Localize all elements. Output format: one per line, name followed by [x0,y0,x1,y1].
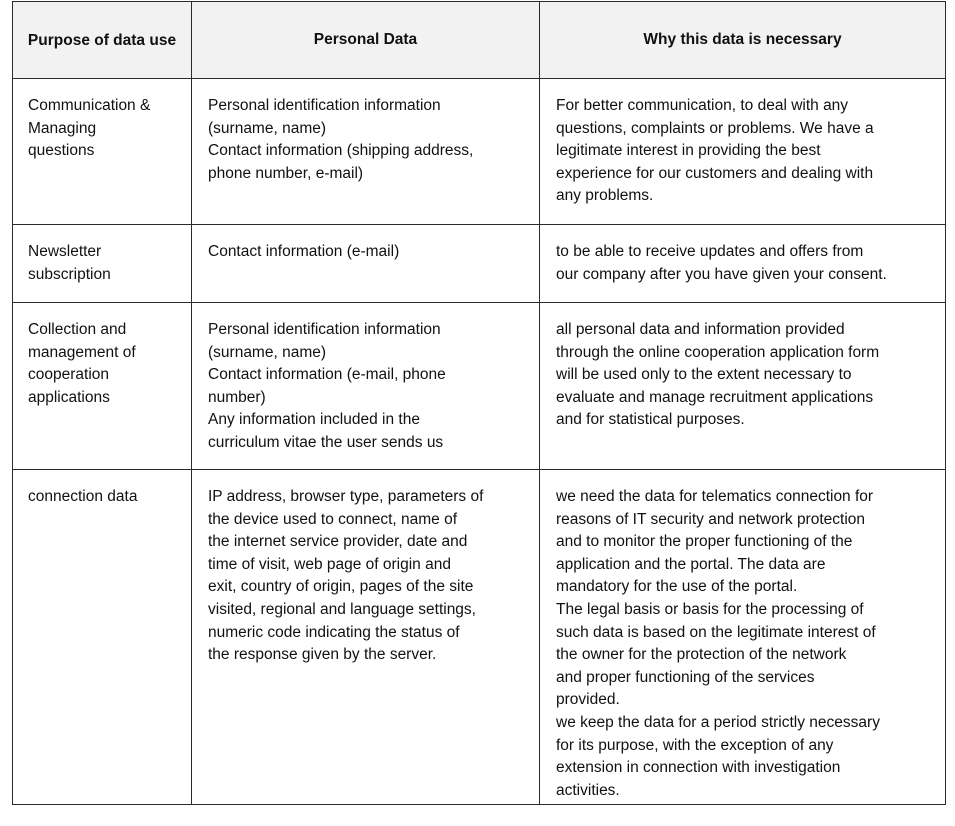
cell-text-line: Collection and [28,321,127,338]
cell-text-line: (surname, name) [208,119,327,137]
cell-text-line: number) [208,388,266,406]
cell-text-line: IP address, browser type, parameters of [208,488,484,505]
data-use-table [12,1,946,805]
cell-text-line: the response given by the server. [208,646,437,664]
cell-text-line: provided. [556,691,620,709]
cell-text-line: Personal identification information [208,97,441,114]
cell-text-line: and proper functioning of the services [556,668,815,686]
header-personal-data: Personal Data [192,2,540,79]
cell-text-line: experience for our customers and dealing with [556,164,874,182]
cell-purpose [13,303,192,470]
cell-text-line: phone number, e-mail) [208,164,364,182]
cell-text-line: time of visit, web page of origin and [208,555,451,573]
cell-personal-data [192,225,540,303]
cell-text-line: Contact information (shipping address, [208,142,474,160]
cell-text-line: For better communication, to deal with any [556,97,849,114]
table-row [13,79,946,225]
cell-text-line: for its purpose, with the exception of any [556,736,834,754]
cell-text-line: through the online cooperation application form [556,343,880,361]
cell-text-line: numeric code indicating the status of [208,623,460,641]
cell-text-line: and for statistical purposes. [556,411,745,429]
cell-text-line: the internet service provider, date and [208,533,468,551]
cell-text-line: evaluate and manage recruitment applications [556,388,874,406]
cell-personal-data [192,303,540,470]
cell-purpose [13,79,192,225]
cell-text-line: the owner for the protection of the network [556,646,847,664]
cell-text-line: questions, complaints or problems. We have a [556,119,874,137]
cell-text-line: curriculum vitae the user sends us [208,433,444,451]
cell-text-line: cooperation [28,366,110,384]
header-why-necessary: Why this data is necessary [540,2,946,79]
cell-text-line: we keep the data for a period strictly necessary [556,713,880,731]
cell-text-line: we need the data for telematics connection for [556,488,874,505]
cell-why-necessary [540,79,946,225]
cell-text-line: will be used only to the extent necessary to [556,366,852,384]
cell-text-line: exit, country of origin, pages of the site [208,578,474,596]
cell-text-line: activities. [556,781,620,799]
cell-text-line: questions [28,142,95,160]
cell-text-line: management of [28,343,136,361]
cell-text-line: legitimate interest in providing the best [556,142,821,160]
cell-text-line: all personal data and information provided [556,321,845,338]
cell-purpose [13,225,192,303]
cell-text-line: Communication & [28,97,151,114]
cell-text-line: The legal basis or basis for the processing of [556,600,864,618]
cell-text-line: such data is based on the legitimate interest of [556,623,876,641]
cell-text-line: Personal identification information [208,321,441,338]
cell-why-necessary [540,303,946,470]
cell-why-necessary [540,225,946,303]
cell-text-line: extension in connection with investigation [556,759,841,777]
table-row [13,303,946,470]
cell-text-line: our company after you have given your consent. [556,265,887,283]
cell-text-line: visited, regional and language settings, [208,600,476,618]
cell-text-line: and to monitor the proper functioning of the [556,533,853,551]
cell-personal-data [192,470,540,805]
cell-text-line: any problems. [556,187,654,205]
table-row [13,470,946,805]
cell-purpose [13,470,192,805]
table-row [13,225,946,303]
header-purpose: Purpose of data use [13,2,192,79]
cell-text-line: application and the portal. The data are [556,555,826,573]
cell-text-line: connection data [28,488,138,505]
table-header-row [13,2,946,79]
cell-text-line: to be able to receive updates and offers from [556,243,864,260]
cell-text-line: mandatory for the use of the portal. [556,578,798,596]
cell-text-line: Contact information (e-mail, phone [208,366,446,384]
cell-text-line: applications [28,388,110,406]
cell-text-line: subscription [28,265,111,283]
cell-text-line: Newsletter [28,243,102,260]
cell-text-line: reasons of IT security and network protection [556,510,866,528]
cell-text-line: Contact information (e-mail) [208,243,400,260]
cell-personal-data [192,79,540,225]
cell-text-line: Any information included in the [208,411,420,429]
cell-text-line: (surname, name) [208,343,327,361]
cell-why-necessary [540,470,946,805]
cell-text-line: the device used to connect, name of [208,510,458,528]
cell-text-line: Managing [28,119,97,137]
